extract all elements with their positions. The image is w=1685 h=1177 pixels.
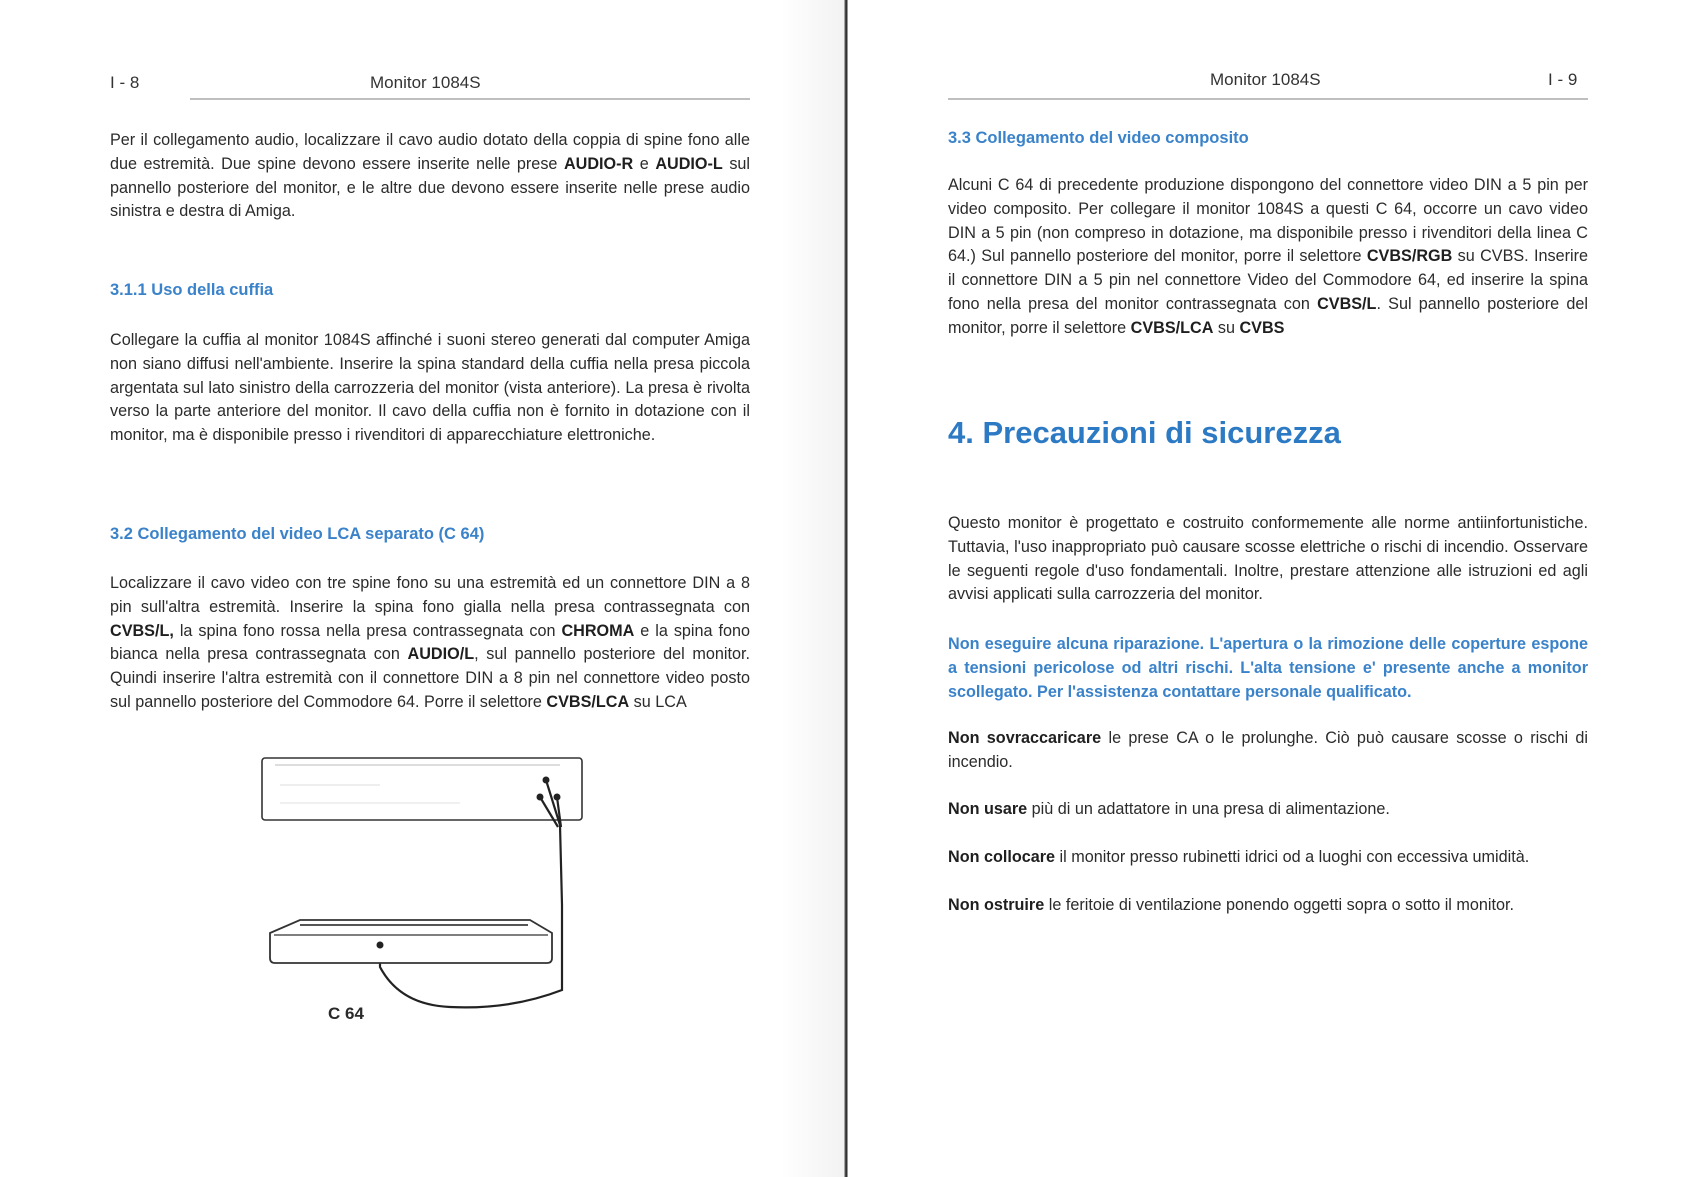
page-gutter-shadow [780, 0, 844, 1177]
safety-rule: Non ostruire le feritoie di ventilazione ponendo oggetti sopra o sotto il monitor. [948, 896, 1514, 914]
connection-diagram [260, 755, 590, 1015]
section-3-2-text: Localizzare il cavo video con tre spine fono su una estremità ed un connettore DIN a 8 pin sull'altra estremità. Inserire la spina fono gialla nella presa contrassegnata con CVBS/L, la spina fono rossa nella presa contrassegnata con CHROMA e la spina fono bianca nella presa contrassegnata con AUDIO/L, sul pannello posteriore del monitor. Quindi inserire l'altra estremità con il connettore DIN a 8 pin nel connettore video posto sul pannello posteriore del Commodore 64. Porre il selettore CVBS/LCA su LCA [110, 574, 750, 711]
section-3-2-title: 3.2 Collegamento del video LCA separato (C 64) [110, 525, 485, 543]
safety-warning: Non eseguire alcuna riparazione. L'apertura o la rimozione delle coperture espone a tensioni pericolose od altri rischi. L'alta tensione e' presente anche a monitor scollegato. Per l'assistenza contattare personale qualificato. [948, 635, 1588, 701]
right-page [948, 0, 1588, 1177]
left-page-header [110, 70, 750, 100]
right-running-title: Monitor 1084S [1210, 70, 1321, 89]
left-running-title: Monitor 1084S [370, 73, 481, 92]
diagram-caption: C 64 [328, 1004, 364, 1023]
left-page-number: I - 8 [110, 73, 140, 92]
section-3-3-title: 3.3 Collegamento del video composito [948, 129, 1249, 147]
right-page-header [948, 70, 1588, 100]
chapter-4-title: 4. Precauzioni di sicurezza [948, 415, 1341, 450]
c64-video-port [377, 942, 384, 949]
section-3-3-text: Alcuni C 64 di precedente produzione dispongono del connettore video DIN a 5 pin per video composito. Per collegare il monitor 1084S a questi C 64, occorre un cavo video DIN a 5 pin (non compreso in dotazione, ma disponibile presso i rivenditori della linea C 64.) Sul pannello posteriore del monitor, porre il selettore CVBS/RGB su CVBS. Inserire il connettore DIN a 5 pin nel connettore Video del Commodore 64, ed inserire la spina fono nella presa del monitor contrassegnata con CVBS/L. Sul pannello posteriore del monitor, porre il selettore CVBS/LCA su CVBS [948, 176, 1588, 337]
header-rule [948, 98, 1588, 100]
left-page [110, 0, 750, 1177]
right-page-number: I - 9 [1548, 70, 1578, 89]
safety-intro-paragraph: Questo monitor è progettato e costruito conformemente alle norme antiinfortunistiche. Tuttavia, l'uso inappropriato può causare scosse elettriche o rischi di incendio. Osservare le seguenti regole d'uso fondamentali. Inoltre, prestare attenzione alle istruzioni ed agli avvisi applicati sulla carrozzeria del monitor. [948, 514, 1588, 604]
safety-rule: Non usare più di un adattatore in una presa di alimentazione. [948, 800, 1390, 818]
audio-intro-paragraph: Per il collegamento audio, localizzare il cavo audio dotato della coppia di spine fono alle due estremità. Due spine devono essere inserite nelle prese AUDIO-R e AUDIO-L sul pannello posteriore del monitor, e le altre due devono essere inserite nelle prese audio sinistra e destra di Amiga. [110, 131, 751, 221]
book-spine [844, 0, 848, 1177]
safety-rule: Non sovraccaricare le prese CA o le prolunghe. Ciò può causare scosse o rischi di incendio. [948, 729, 1588, 771]
section-3-1-1-title: 3.1.1 Uso della cuffia [110, 281, 274, 299]
section-3-1-1-text: Collegare la cuffia al monitor 1084S affinché i suoni stereo generati dal computer Amiga non siano diffusi nell'ambiente. Inserire la spina standard della cuffia nella presa piccola argentata sul lato sinistro della carrozzeria del monitor (vista anteriore). La presa è rivolta verso la parte anteriore del monitor. Il cavo della cuffia non è fornito in dotazione con il monitor, ma è disponibile presso i rivenditori di apparecchiature elettroniche. [110, 331, 750, 445]
commodore-64-unit [270, 920, 552, 963]
monitor-rear-panel [262, 758, 582, 820]
header-rule [190, 98, 750, 100]
safety-rule: Non collocare il monitor presso rubinetti idrici od a luoghi con eccessiva umidità. [948, 848, 1530, 866]
